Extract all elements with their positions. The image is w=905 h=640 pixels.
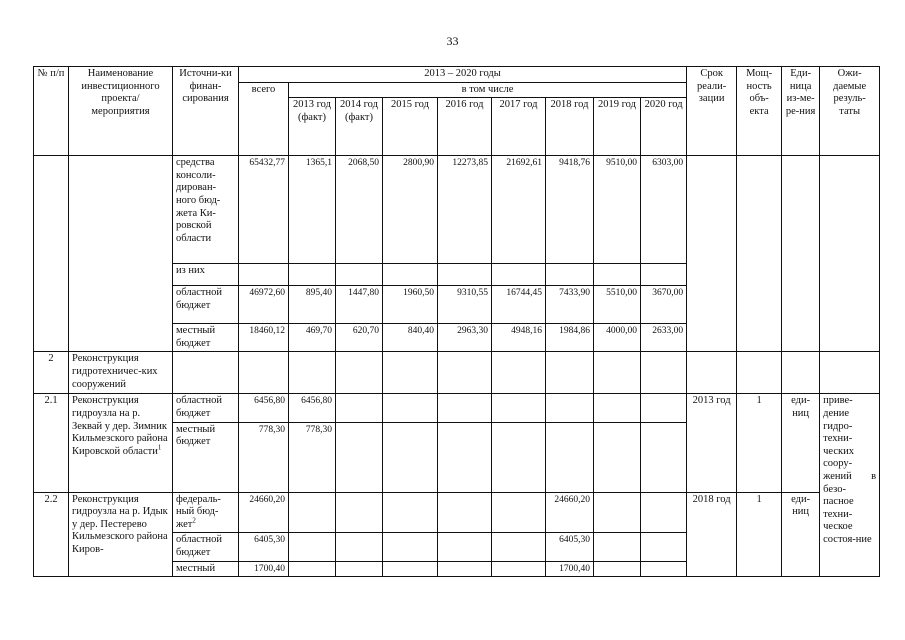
row-name: Реконструкция гидроузла на р. Зеквай у дер. Зимник Кильмезского района Кировской области$^1$ bbox=[69, 394, 173, 492]
source-cell: областной бюджет bbox=[173, 394, 239, 422]
header-year-2016: 2016 год bbox=[438, 98, 492, 156]
total-cell: 46972,60 bbox=[239, 286, 289, 324]
header-unit: Еди-ница из-ме-ре-ния bbox=[782, 67, 820, 156]
value-cell: 2963,30 bbox=[438, 324, 492, 352]
header-year-2018: 2018 год bbox=[546, 98, 594, 156]
source-cell: областной бюджет bbox=[173, 533, 239, 561]
total-cell: 6405,30 bbox=[239, 533, 289, 561]
header-sources: Источни-ки финан-сирования bbox=[173, 67, 239, 156]
value-cell: 840,40 bbox=[383, 324, 438, 352]
value-cell: 1984,86 bbox=[546, 324, 594, 352]
header-year-2013: 2013 год (факт) bbox=[289, 98, 336, 156]
row-num: 2.2 bbox=[34, 492, 69, 577]
investment-table bbox=[33, 66, 880, 577]
source-cell: областной бюджет bbox=[173, 286, 239, 324]
value-cell: 895,40 bbox=[289, 286, 336, 324]
of-which-label: из них bbox=[173, 264, 239, 286]
value-cell: 2633,00 bbox=[641, 324, 687, 352]
total-cell: 778,30 bbox=[239, 422, 289, 492]
row-name: Реконструкция гидроузла на р. Идык у дер. Пестерево Кильмезского района Киров- bbox=[69, 492, 173, 577]
source-cell: федераль-ный бюд-жет$^2$ bbox=[173, 492, 239, 533]
header-total: всего bbox=[239, 82, 289, 156]
source-cell: местный bbox=[173, 561, 239, 577]
value-cell: 620,70 bbox=[336, 324, 383, 352]
unit-cell: еди-ниц bbox=[782, 394, 820, 492]
value-cell: 9310,55 bbox=[438, 286, 492, 324]
value-cell: 5510,00 bbox=[594, 286, 641, 324]
header-period: 2013 – 2020 годы bbox=[239, 67, 687, 83]
total-cell: 1700,40 bbox=[239, 561, 289, 577]
value-cell: 3670,00 bbox=[641, 286, 687, 324]
value-cell: 16744,45 bbox=[492, 286, 546, 324]
header-year-2015: 2015 год bbox=[383, 98, 438, 156]
total-cell: 24660,20 bbox=[239, 492, 289, 533]
header-name: Наименование инвестиционного проекта/ мероприятия bbox=[69, 67, 173, 156]
table-row bbox=[34, 156, 880, 264]
footnote-mark: 1 bbox=[157, 443, 162, 452]
results-cell: приве-дение гидро-техни-ческих соору-жений в безо-пасное техни-ческое состоя-ние bbox=[820, 394, 880, 577]
value-cell: 2800,90 bbox=[383, 156, 438, 264]
unit-cell: еди-ниц bbox=[782, 492, 820, 577]
value-cell: 469,70 bbox=[289, 324, 336, 352]
source-cell: местный бюджет bbox=[173, 422, 239, 492]
value-cell: 6303,00 bbox=[641, 156, 687, 264]
total-cell: 18460,12 bbox=[239, 324, 289, 352]
header-including: в том числе bbox=[289, 82, 687, 98]
value-cell: 12273,85 bbox=[438, 156, 492, 264]
table-row bbox=[34, 352, 880, 394]
value-cell: 4948,16 bbox=[492, 324, 546, 352]
source-cell: средства консоли-дирован-ного бюд-жета Ки-ровской области bbox=[173, 156, 239, 264]
value-cell: 6456,80 bbox=[289, 394, 336, 422]
capacity-cell: 1 bbox=[737, 394, 782, 492]
value-cell: 9510,00 bbox=[594, 156, 641, 264]
value-cell: 4000,00 bbox=[594, 324, 641, 352]
capacity-cell: 1 bbox=[737, 492, 782, 577]
term-cell: 2013 год bbox=[687, 394, 737, 492]
value-cell: 9418,76 bbox=[546, 156, 594, 264]
header-year-2020: 2020 год bbox=[641, 98, 687, 156]
table-row bbox=[34, 394, 880, 422]
value-cell: 778,30 bbox=[289, 422, 336, 492]
header-results: Ожи-даемые резуль-таты bbox=[820, 67, 880, 156]
value-cell: 24660,20 bbox=[546, 492, 594, 533]
header-year-2014: 2014 год (факт) bbox=[336, 98, 383, 156]
header-year-2019: 2019 год bbox=[594, 98, 641, 156]
source-cell: местный бюджет bbox=[173, 324, 239, 352]
value-cell: 1700,40 bbox=[546, 561, 594, 577]
total-cell: 6456,80 bbox=[239, 394, 289, 422]
value-cell: 1960,50 bbox=[383, 286, 438, 324]
header-term: Срок реали-зации bbox=[687, 67, 737, 156]
value-cell: 1447,80 bbox=[336, 286, 383, 324]
value-cell: 1365,1 bbox=[289, 156, 336, 264]
value-cell: 2068,50 bbox=[336, 156, 383, 264]
row-num: 2 bbox=[34, 352, 69, 394]
header-capacity: Мощ-ность объ-екта bbox=[737, 67, 782, 156]
header-year-2017: 2017 год bbox=[492, 98, 546, 156]
value-cell: 6405,30 bbox=[546, 533, 594, 561]
table-row bbox=[34, 492, 880, 533]
row-num: 2.1 bbox=[34, 394, 69, 492]
row-name: Реконструкция гидротехничес-ких сооружений bbox=[69, 352, 173, 394]
footnote-mark: 2 bbox=[192, 516, 196, 525]
value-cell: 7433,90 bbox=[546, 286, 594, 324]
term-cell: 2018 год bbox=[687, 492, 737, 577]
value-cell: 21692,61 bbox=[492, 156, 546, 264]
header-num: № п/п bbox=[34, 67, 69, 156]
page-number: 33 bbox=[446, 34, 459, 48]
total-cell: 65432,77 bbox=[239, 156, 289, 264]
